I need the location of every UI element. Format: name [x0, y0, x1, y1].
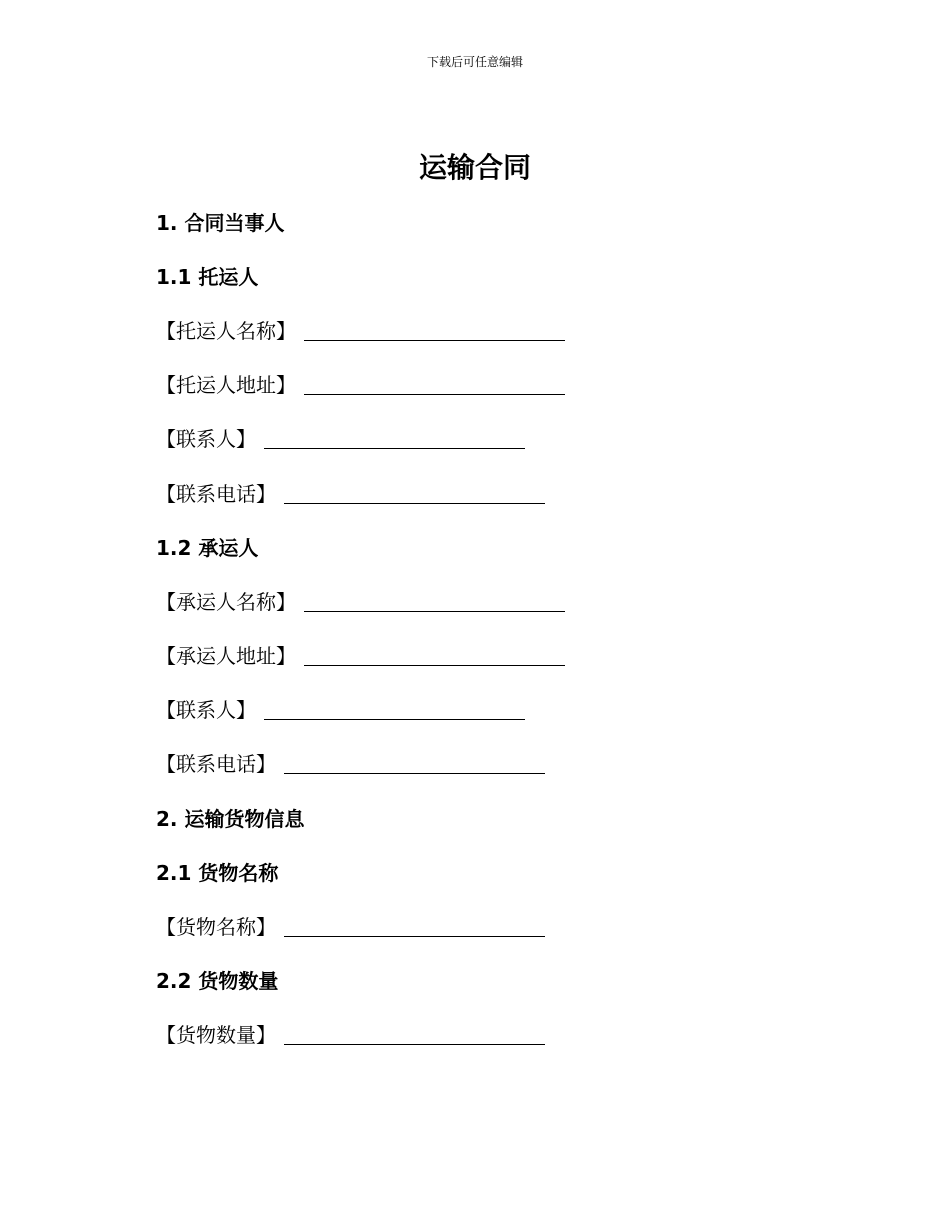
field-shipper-contact — [156, 411, 796, 465]
blank-fill-line[interactable] — [264, 697, 525, 720]
field-carrier-contact — [156, 682, 796, 736]
subsection-heading-shipper — [156, 248, 796, 302]
field-shipper-address — [156, 357, 796, 411]
field-label: 【货物数量】 — [156, 1023, 276, 1048]
section-heading-text: 1.1 托运人 — [156, 264, 259, 289]
blank-fill-line[interactable] — [304, 372, 565, 395]
section-heading-text: 2. 运输货物信息 — [156, 806, 305, 831]
blank-fill-line[interactable] — [304, 643, 565, 666]
field-label: 【承运人名称】 — [156, 589, 296, 614]
field-shipper-phone — [156, 465, 796, 519]
field-label: 【联系人】 — [156, 698, 256, 723]
blank-fill-line[interactable] — [284, 481, 545, 504]
section-heading-parties — [156, 194, 796, 248]
contract-body — [156, 194, 796, 1061]
blank-fill-line[interactable] — [264, 426, 525, 449]
field-carrier-phone — [156, 736, 796, 790]
field-label: 【联系人】 — [156, 427, 256, 452]
subsection-heading-goods-name — [156, 844, 796, 898]
field-label: 【托运人名称】 — [156, 318, 296, 343]
blank-fill-line[interactable] — [284, 1022, 545, 1045]
field-carrier-name — [156, 573, 796, 627]
field-label: 【货物名称】 — [156, 915, 276, 940]
section-heading-goods — [156, 790, 796, 844]
blank-fill-line[interactable] — [284, 914, 545, 937]
section-heading-text: 1.2 承运人 — [156, 535, 259, 560]
field-shipper-name — [156, 302, 796, 356]
field-goods-name — [156, 898, 796, 952]
field-goods-quantity — [156, 1007, 796, 1061]
blank-fill-line[interactable] — [304, 589, 565, 612]
blank-fill-line[interactable] — [284, 751, 545, 774]
field-label: 【承运人地址】 — [156, 644, 296, 669]
field-label: 【联系电话】 — [156, 752, 276, 777]
document-title: 运输合同 — [418, 151, 531, 184]
field-label: 【联系电话】 — [156, 481, 276, 506]
field-carrier-address — [156, 628, 796, 682]
section-heading-text: 2.2 货物数量 — [156, 969, 279, 994]
blank-fill-line[interactable] — [304, 318, 565, 341]
subsection-heading-goods-quantity — [156, 953, 796, 1007]
section-heading-text: 1. 合同当事人 — [156, 210, 285, 235]
field-label: 【托运人地址】 — [156, 373, 296, 398]
section-heading-text: 2.1 货物名称 — [156, 860, 279, 885]
header-note: 下载后可任意编辑 — [426, 55, 523, 69]
subsection-heading-carrier — [156, 519, 796, 573]
